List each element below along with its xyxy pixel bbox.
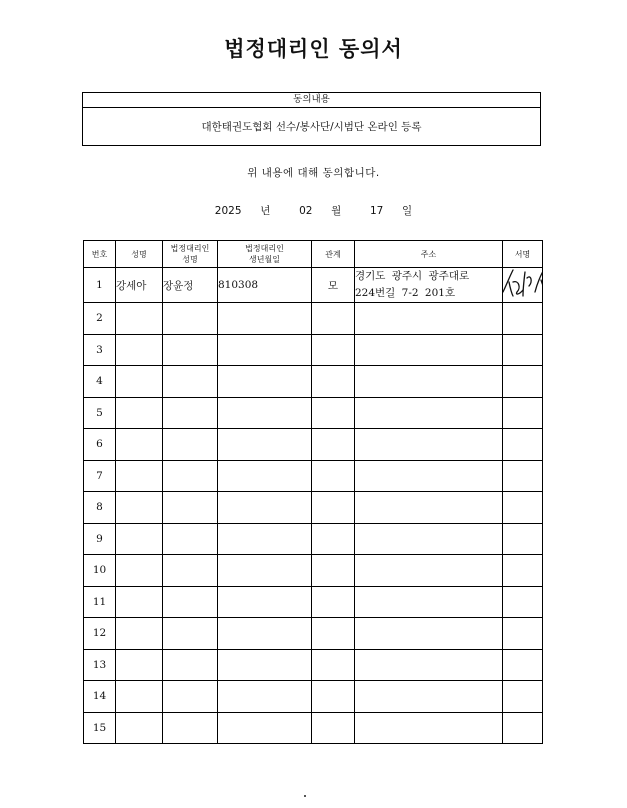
row-name [116, 492, 163, 524]
row-address [355, 268, 503, 303]
row-number: 14 [84, 681, 116, 713]
row-relation [312, 429, 355, 461]
row-address [355, 334, 503, 366]
row-guardian-birth [218, 649, 312, 681]
row-address-line2: 224번길 7-2 201호 [355, 287, 456, 299]
row-guardian-birth [218, 712, 312, 744]
header-guardian-name-line1: 법정대리인 [170, 244, 210, 253]
row-guardian-birth [218, 303, 312, 335]
row-address [355, 460, 503, 492]
header-guardian-name-line2: 성명 [182, 255, 198, 264]
date-day: 17 [369, 205, 384, 217]
row-name [116, 681, 163, 713]
row-guardian-name [163, 460, 218, 492]
row-name [116, 303, 163, 335]
date-day-unit: 일 [402, 205, 413, 217]
row-number: 3 [84, 334, 116, 366]
row-name [116, 586, 163, 618]
table-row [84, 397, 543, 429]
row-address [355, 303, 503, 335]
row-name [116, 649, 163, 681]
row-address [355, 492, 503, 524]
row-guardian-name [163, 429, 218, 461]
row-signature [503, 523, 543, 555]
row-number: 7 [84, 460, 116, 492]
row-relation [312, 460, 355, 492]
document-title: 법정대리인 동의서 [224, 37, 403, 61]
header-guardian-birth-line1: 법정대리인 [245, 244, 284, 253]
row-signature [503, 460, 543, 492]
row-signature [503, 397, 543, 429]
header-relation: 관계 [312, 241, 355, 268]
row-relation: 모 [312, 268, 355, 303]
row-name [116, 555, 163, 587]
row-number: 15 [84, 712, 116, 744]
row-number: 11 [84, 586, 116, 618]
row-name [116, 523, 163, 555]
row-name: 강세아 [116, 268, 163, 303]
row-guardian-name [163, 712, 218, 744]
table-row [84, 366, 543, 398]
row-guardian-name [163, 334, 218, 366]
row-relation [312, 712, 355, 744]
row-relation [312, 303, 355, 335]
row-relation [312, 649, 355, 681]
header-address: 주소 [355, 241, 503, 268]
row-relation [312, 492, 355, 524]
row-name [116, 618, 163, 650]
row-guardian-birth [218, 555, 312, 587]
row-number: 6 [84, 429, 116, 461]
row-relation [312, 586, 355, 618]
row-number: 5 [84, 397, 116, 429]
row-signature [503, 681, 543, 713]
row-guardian-birth [218, 460, 312, 492]
header-guardian-name [163, 241, 218, 268]
date-year-unit: 년 [260, 205, 271, 217]
row-guardian-name [163, 523, 218, 555]
row-number: 13 [84, 649, 116, 681]
row-guardian-birth [218, 334, 312, 366]
row-guardian-name [163, 586, 218, 618]
row-guardian-name [163, 303, 218, 335]
row-relation [312, 366, 355, 398]
table-row [84, 429, 543, 461]
row-number: 1 [84, 268, 116, 303]
row-signature [503, 366, 543, 398]
table-row [84, 555, 543, 587]
row-guardian-birth [218, 586, 312, 618]
row-address [355, 586, 503, 618]
consent-header: 동의내용 [83, 93, 540, 108]
row-address [355, 397, 503, 429]
row-name [116, 366, 163, 398]
row-guardian-birth [218, 618, 312, 650]
row-relation [312, 618, 355, 650]
table-header-row [84, 241, 543, 268]
row-signature [503, 429, 543, 461]
row-guardian-name [163, 649, 218, 681]
table-row [84, 712, 543, 744]
row-relation [312, 523, 355, 555]
row-guardian-name [163, 366, 218, 398]
row-number: 9 [84, 523, 116, 555]
row-signature [503, 555, 543, 587]
header-name: 성명 [116, 241, 163, 268]
table-row [84, 681, 543, 713]
row-address [355, 523, 503, 555]
header-guardian-birth [218, 241, 312, 268]
row-guardian-birth [218, 366, 312, 398]
row-signature [503, 492, 543, 524]
row-address [355, 366, 503, 398]
row-guardian-name [163, 555, 218, 587]
row-signature [503, 618, 543, 650]
guardian-table [83, 240, 543, 744]
table-row [84, 303, 543, 335]
table-row [84, 586, 543, 618]
row-signature [503, 712, 543, 744]
row-guardian-birth [218, 429, 312, 461]
row-number: 8 [84, 492, 116, 524]
row-guardian-birth [218, 681, 312, 713]
consent-box [82, 92, 541, 146]
row-relation [312, 397, 355, 429]
row-guardian-birth: 810308 [218, 268, 312, 303]
row-signature [503, 649, 543, 681]
row-number: 4 [84, 366, 116, 398]
row-guardian-birth [218, 397, 312, 429]
table-row [84, 460, 543, 492]
handwritten-signature-icon [503, 268, 543, 303]
row-number: 10 [84, 555, 116, 587]
row-address [355, 618, 503, 650]
row-signature [503, 586, 543, 618]
table-row [84, 268, 543, 303]
table-row [84, 492, 543, 524]
row-address [355, 649, 503, 681]
date-year: 2025 [214, 205, 242, 217]
header-signature: 서명 [503, 241, 543, 268]
row-name [116, 334, 163, 366]
row-name [116, 712, 163, 744]
table-row [84, 649, 543, 681]
row-number: 2 [84, 303, 116, 335]
row-guardian-name [163, 397, 218, 429]
table-row [84, 618, 543, 650]
scan-dot [304, 795, 306, 797]
consent-content: 대한태권도협회 선수/봉사단/시범단 온라인 등록 [201, 121, 422, 133]
date-month: 02 [299, 205, 313, 217]
table-row [84, 523, 543, 555]
row-guardian-name [163, 618, 218, 650]
row-relation [312, 555, 355, 587]
row-address [355, 429, 503, 461]
row-name [116, 429, 163, 461]
row-guardian-name: 장윤정 [163, 268, 218, 303]
row-signature [503, 268, 543, 303]
header-no: 번호 [84, 241, 116, 268]
table-row [84, 334, 543, 366]
row-name [116, 397, 163, 429]
header-guardian-birth-line2: 생년월일 [249, 255, 280, 264]
row-relation [312, 681, 355, 713]
row-signature [503, 334, 543, 366]
row-number: 12 [84, 618, 116, 650]
row-guardian-name [163, 681, 218, 713]
consent-date [0, 203, 627, 218]
row-address [355, 712, 503, 744]
row-address [355, 681, 503, 713]
row-name [116, 460, 163, 492]
row-address [355, 555, 503, 587]
row-guardian-birth [218, 523, 312, 555]
row-guardian-birth [218, 492, 312, 524]
row-guardian-name [163, 492, 218, 524]
row-relation [312, 334, 355, 366]
agreement-statement: 위 내용에 대해 동의합니다. [247, 167, 380, 179]
date-month-unit: 월 [331, 205, 342, 217]
row-address-line1: 경기도 광주시 광주대로 [355, 270, 470, 282]
row-signature [503, 303, 543, 335]
